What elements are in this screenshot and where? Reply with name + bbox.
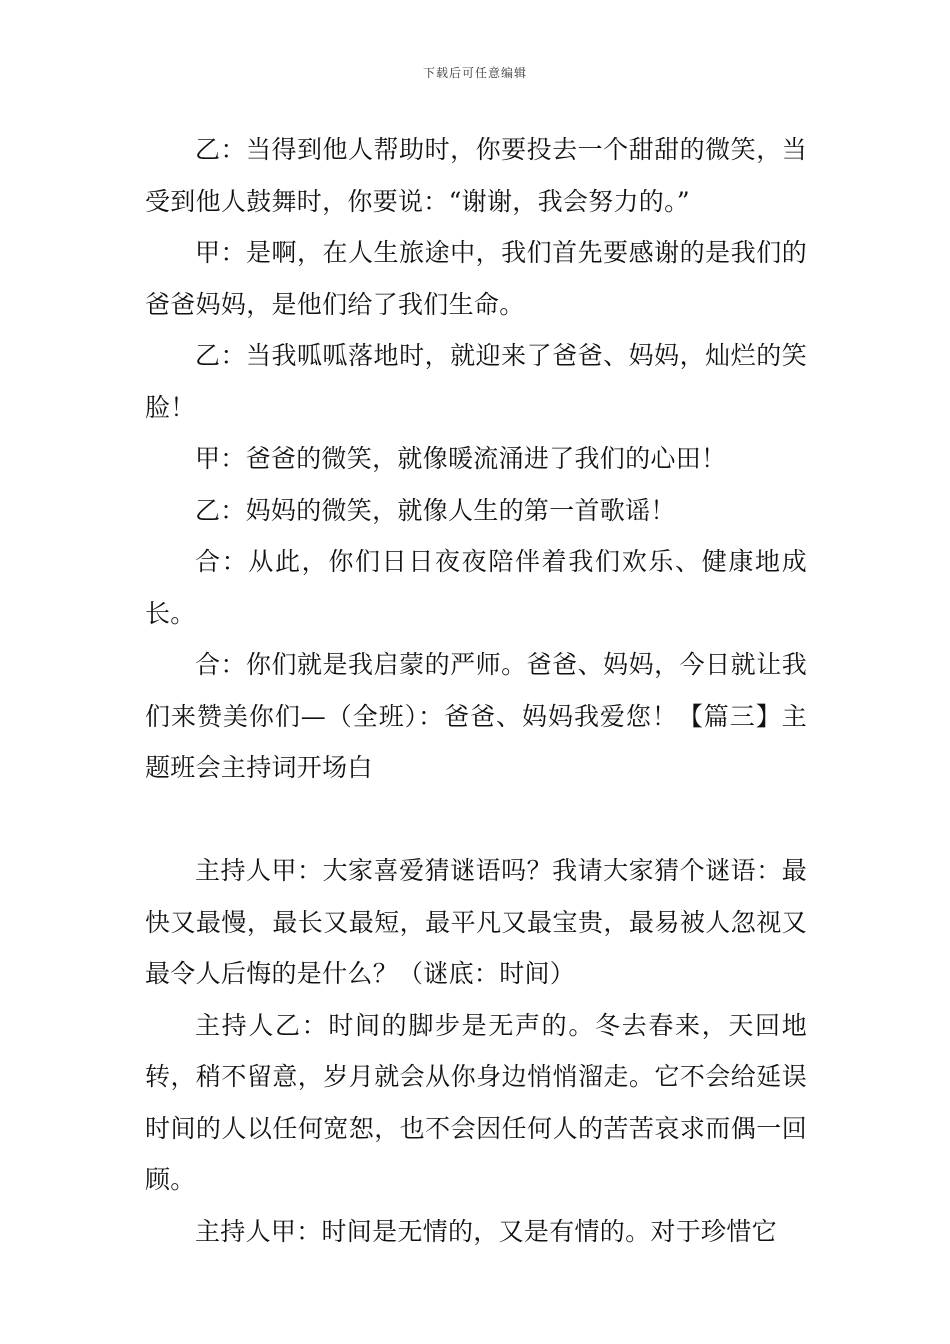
paragraph: 乙：当我呱呱落地时，就迎来了爸爸、妈妈，灿烂的笑脸！	[145, 341, 807, 422]
blank-line	[145, 794, 807, 846]
paragraph: 主持人乙：时间的脚步是无声的。冬去春来，天回地转，稍不留意，岁月就会从你身边悄悄溜走。它不会给延误时间的人以任何宽恕，也不会因任何人的苦苦哀求而偶一回顾。	[145, 1010, 807, 1194]
paragraph: 合：你们就是我启蒙的严师。爸爸、妈妈，今日就让我们来赞美你们—（全班）：爸爸、妈妈我爱您！【篇三】主题班会主持词开场白	[145, 650, 807, 782]
paragraph: 主持人甲：时间是无情的，又是有情的。对于珍惜它	[195, 1216, 777, 1246]
paragraph: 主持人甲：大家喜爱猜谜语吗？我请大家猜个谜语：最快又最慢，最长又最短，最平凡又最宝贵，最易被人忽视又最令人后悔的是什么？（谜底：时间）	[145, 856, 807, 988]
paragraph: 甲：爸爸的微笑，就像暖流涌进了我们的心田！	[195, 444, 727, 473]
document-body	[145, 124, 807, 1257]
paragraph: 甲：是啊，在人生旅途中，我们首先要感谢的是我们的爸爸妈妈，是他们给了我们生命。	[145, 238, 807, 319]
page-header: 下载后可任意编辑	[422, 66, 527, 80]
paragraph: 合：从此，你们日日夜夜陪伴着我们欢乐、健康地成长。	[145, 547, 807, 628]
paragraph: 乙：妈妈的微笑，就像人生的第一首歌谣！	[195, 495, 676, 525]
paragraph: 乙：当得到他人帮助时，你要投去一个甜甜的微笑，当受到他人鼓舞时，你要说：“谢谢，我会努力的。”	[145, 135, 807, 216]
